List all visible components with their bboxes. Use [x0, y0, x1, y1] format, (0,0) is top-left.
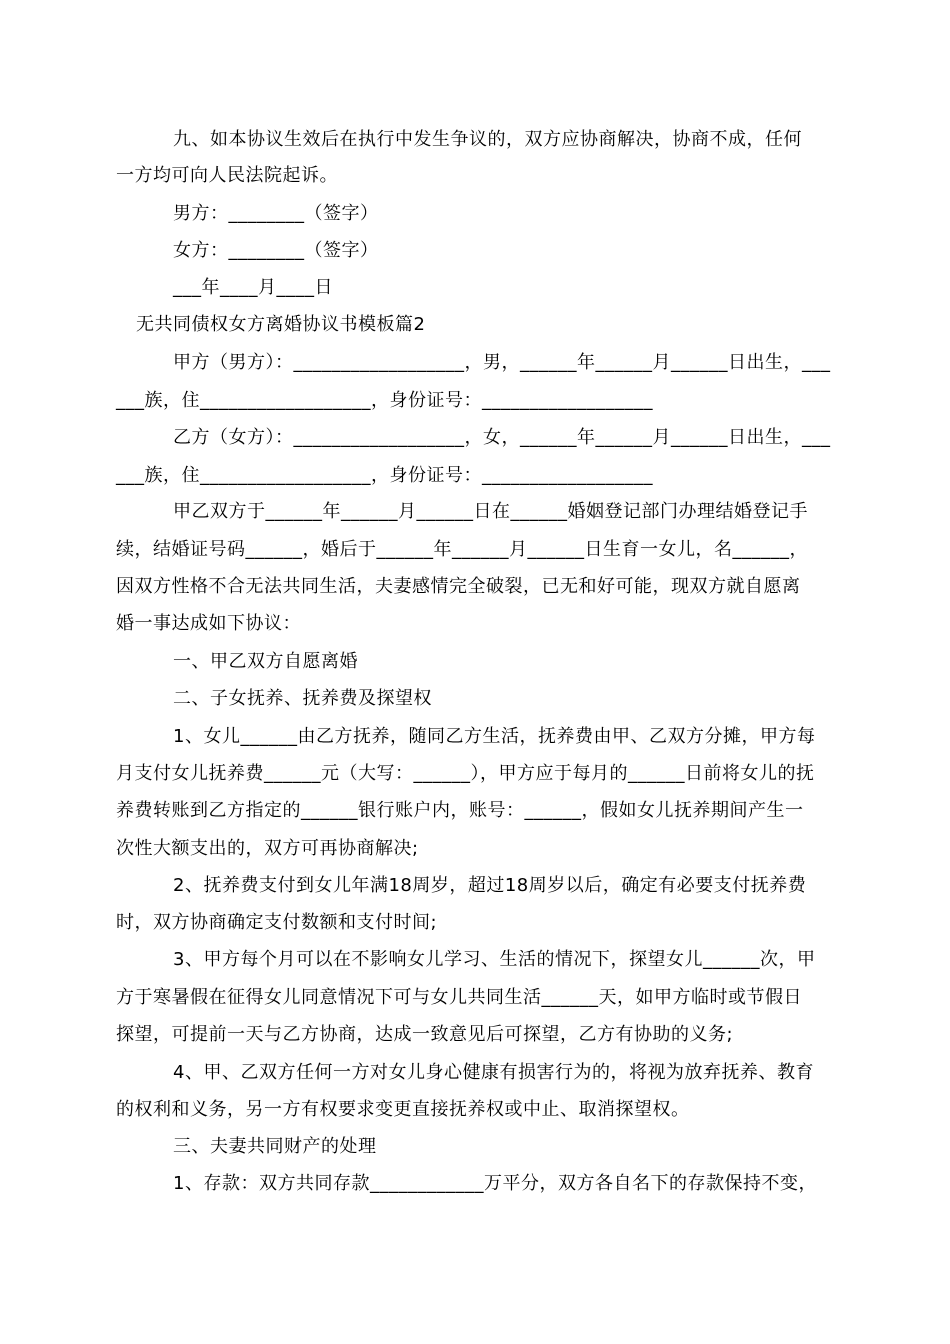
item-1-line-3: 养费转账到乙方指定的______银行账户内，账号：______，假如女儿抚养期间产生一 [116, 800, 804, 821]
intro-line-1: 甲乙双方于______年______月______日在______婚姻登记部门办理结婚登记手 [173, 501, 808, 522]
item-3-line-2: 方于寒暑假在征得女儿同意情况下可与女儿共同生活______天，如甲方临时或节假日 [116, 987, 802, 1008]
party-a-line-2: ___族，住__________________，身份证号：__________________ [116, 390, 653, 411]
female-signature-line: 女方：________（签字） [173, 240, 379, 261]
party-a-line-1: 甲方（男方）：__________________，男，______年______月______日出生，___ [173, 352, 831, 373]
deposit-line: 1、存款：双方共同存款____________万平分，双方各自名下的存款保持不变， [173, 1173, 817, 1194]
item-4-line-1: 4、甲、乙双方任何一方对女儿身心健康有损害行为的，将视为放弃抚养、教育 [173, 1062, 814, 1083]
article-3-heading: 三、夫妻共同财产的处理 [173, 1136, 377, 1157]
section-title: 无共同债权女方离婚协议书模板篇2 [136, 314, 426, 335]
date-line: ___年____月____日 [173, 277, 333, 298]
item-1-line-4: 次性大额支出的，双方可再协商解决; [116, 838, 419, 859]
article-2-heading: 二、子女抚养、抚养费及探望权 [173, 688, 432, 709]
article-1-heading: 一、甲乙双方自愿离婚 [173, 651, 358, 672]
item-4-line-2: 的权利和义务，另一方有权要求变更直接抚养权或中止、取消探望权。 [116, 1099, 690, 1120]
intro-line-3: 因双方性格不合无法共同生活，夫妻感情完全破裂，已无和好可能，现双方就自愿离 [116, 576, 801, 597]
item-2-line-1: 2、抚养费支付到女儿年满18周岁，超过18周岁以后，确定有必要支付抚养费 [173, 875, 807, 896]
item-1-line-2: 月支付女儿抚养费______元（大写：______），甲方应于每月的______日前将女儿的抚 [116, 763, 815, 784]
intro-line-4: 婚一事达成如下协议： [116, 613, 301, 634]
party-b-line-1: 乙方（女方）：__________________，女，______年______月______日出生，___ [173, 427, 831, 448]
clause-9-line-1: 九、如本协议生效后在执行中发生争议的，双方应协商解决，协商不成，任何 [173, 129, 802, 150]
item-1-line-1: 1、女儿______由乙方抚养，随同乙方生活，抚养费由甲、乙双方分摊，甲方每 [173, 726, 816, 747]
item-2-line-2: 时，双方协商确定支付数额和支付时间; [116, 912, 438, 933]
item-3-line-1: 3、甲方每个月可以在不影响女儿学习、生活的情况下，探望女儿______次，甲 [173, 949, 816, 970]
clause-9-line-2: 一方均可向人民法院起诉。 [116, 165, 338, 186]
male-signature-line: 男方：________（签字） [173, 203, 379, 224]
intro-line-2: 续，结婚证号码______，婚后于______年______月______日生育一女儿，名______， [116, 539, 808, 560]
party-b-line-2: ___族，住__________________，身份证号：__________________ [116, 465, 653, 486]
item-3-line-3: 探望，可提前一天与乙方协商，达成一致意见后可探望，乙方有协助的义务; [116, 1024, 734, 1045]
